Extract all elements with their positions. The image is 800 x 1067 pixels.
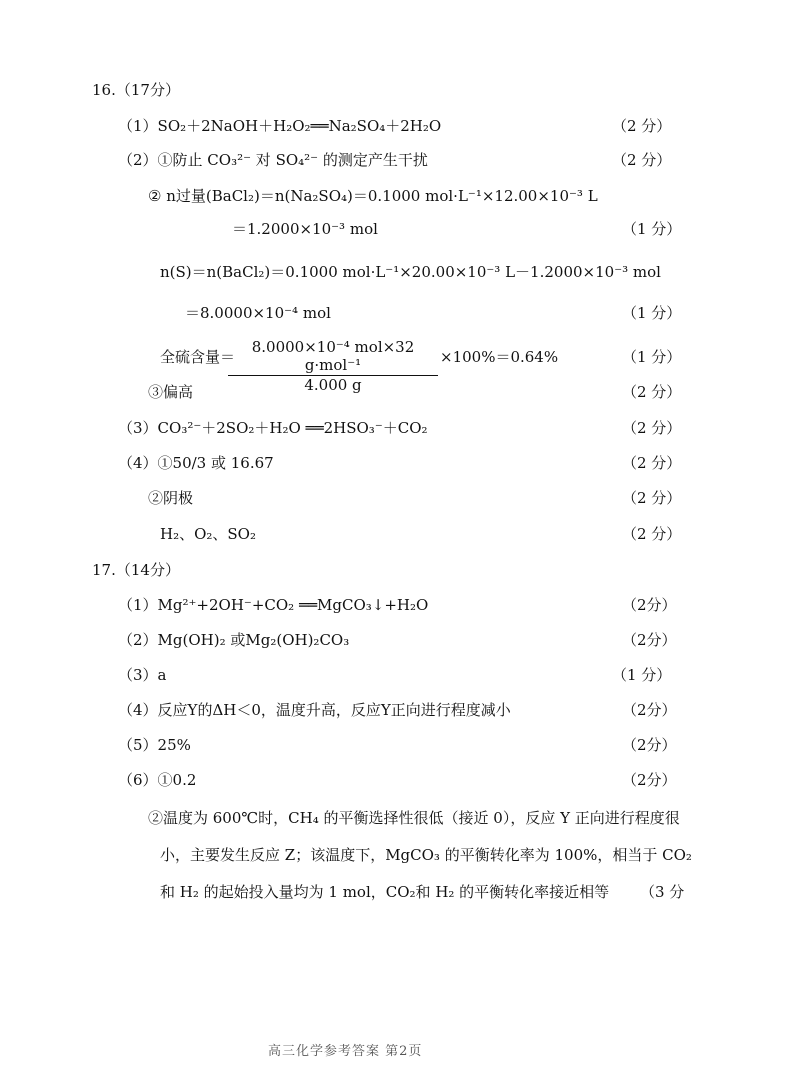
q16-part2-3-score: （2 分） (622, 383, 682, 401)
q16-sulfur-fraction (228, 338, 438, 394)
fraction-numerator: 8.0000×10⁻⁴ mol×32 g·mol⁻¹ (228, 338, 438, 376)
q17-part6-2-line3: 和 H₂ 的起始投入量均为 1 mol，CO₂和 H₂ 的平衡转化率接近相等 (160, 883, 610, 901)
q17-part6-1-answer: （6）①0.2 (118, 771, 197, 789)
q16-part4-3-score: （2 分） (622, 525, 682, 543)
q16-part1-score: （2 分） (612, 117, 672, 135)
q17-part5-score: （2分） (622, 736, 677, 754)
q16-sulfur-score: （1 分） (622, 348, 682, 366)
q16-sulfur-result: ×100%＝0.64% (440, 348, 559, 366)
q16-part2-2-line1: ② n过量(BaCl₂)＝n(Na₂SO₄)＝0.1000 mol·L⁻¹×12.00×10⁻³ L (148, 187, 598, 205)
q17-part4-score: （2分） (622, 701, 677, 719)
q16-part2-2-line4: ＝8.0000×10⁻⁴ mol (185, 304, 331, 322)
q17-part1-answer: （1）Mg²⁺+2OH⁻+CO₂ ══MgCO₃↓+H₂O (118, 596, 429, 614)
q17-part6-2-score: （3 分 (640, 883, 685, 901)
q17-header: 17.（14分） (92, 561, 180, 579)
q16-part3-score: （2 分） (622, 419, 682, 437)
q16-part2-2-line2-score: （1 分） (622, 220, 682, 238)
q16-part2-1-answer: （2）①防止 CO₃²⁻ 对 SO₄²⁻ 的测定产生干扰 (118, 151, 428, 169)
q17-part6-2-line1: ②温度为 600℃时，CH₄ 的平衡选择性很低（接近 0），反应 Y 正向进行程度很 (148, 809, 680, 827)
q16-part2-2-line3: n(S)＝n(BaCl₂)＝0.1000 mol·L⁻¹×20.00×10⁻³ L－1.2000×10⁻³ mol (160, 263, 661, 281)
q16-part2-3-answer: ③偏高 (148, 383, 194, 401)
q17-part6-1-score: （2分） (622, 771, 677, 789)
q17-part5-answer: （5）25% (118, 736, 191, 754)
page-footer: 高三化学参考答案 第2页 (268, 1044, 423, 1059)
q17-part3-answer: （3）a (118, 666, 167, 684)
q16-part3-answer: （3）CO₃²⁻＋2SO₂＋H₂O ══2HSO₃⁻＋CO₂ (118, 419, 428, 437)
q17-part3-score: （1 分） (612, 666, 672, 684)
q17-part6-2-line2: 小，主要发生反应 Z；该温度下，MgCO₃ 的平衡转化率为 100%，相当于 CO₂ (160, 846, 692, 864)
q16-part4-1-answer: （4）①50/3 或 16.67 (118, 454, 274, 472)
q16-part1-answer: （1）SO₂＋2NaOH＋H₂O₂══Na₂SO₄＋2H₂O (118, 117, 442, 135)
q16-header: 16.（17分） (92, 81, 180, 99)
fraction-denominator: 4.000 g (304, 376, 362, 394)
q16-part4-2-score: （2 分） (622, 489, 682, 507)
q16-sulfur-label: 全硫含量＝ (160, 348, 236, 366)
q16-part2-1-score: （2 分） (612, 151, 672, 169)
q17-part2-score: （2分） (622, 631, 677, 649)
q17-part1-score: （2分） (622, 596, 677, 614)
q16-part4-1-score: （2 分） (622, 454, 682, 472)
q17-part2-answer: （2）Mg(OH)₂ 或Mg₂(OH)₂CO₃ (118, 631, 350, 649)
q16-part2-2-line4-score: （1 分） (622, 304, 682, 322)
q16-part4-3-answer: H₂、O₂、SO₂ (160, 525, 256, 543)
q16-part4-2-answer: ②阴极 (148, 489, 194, 507)
q16-part2-2-line2: ＝1.2000×10⁻³ mol (232, 220, 378, 238)
q17-part4-answer: （4）反应Y的ΔH＜0，温度升高，反应Y正向进行程度减小 (118, 701, 511, 719)
